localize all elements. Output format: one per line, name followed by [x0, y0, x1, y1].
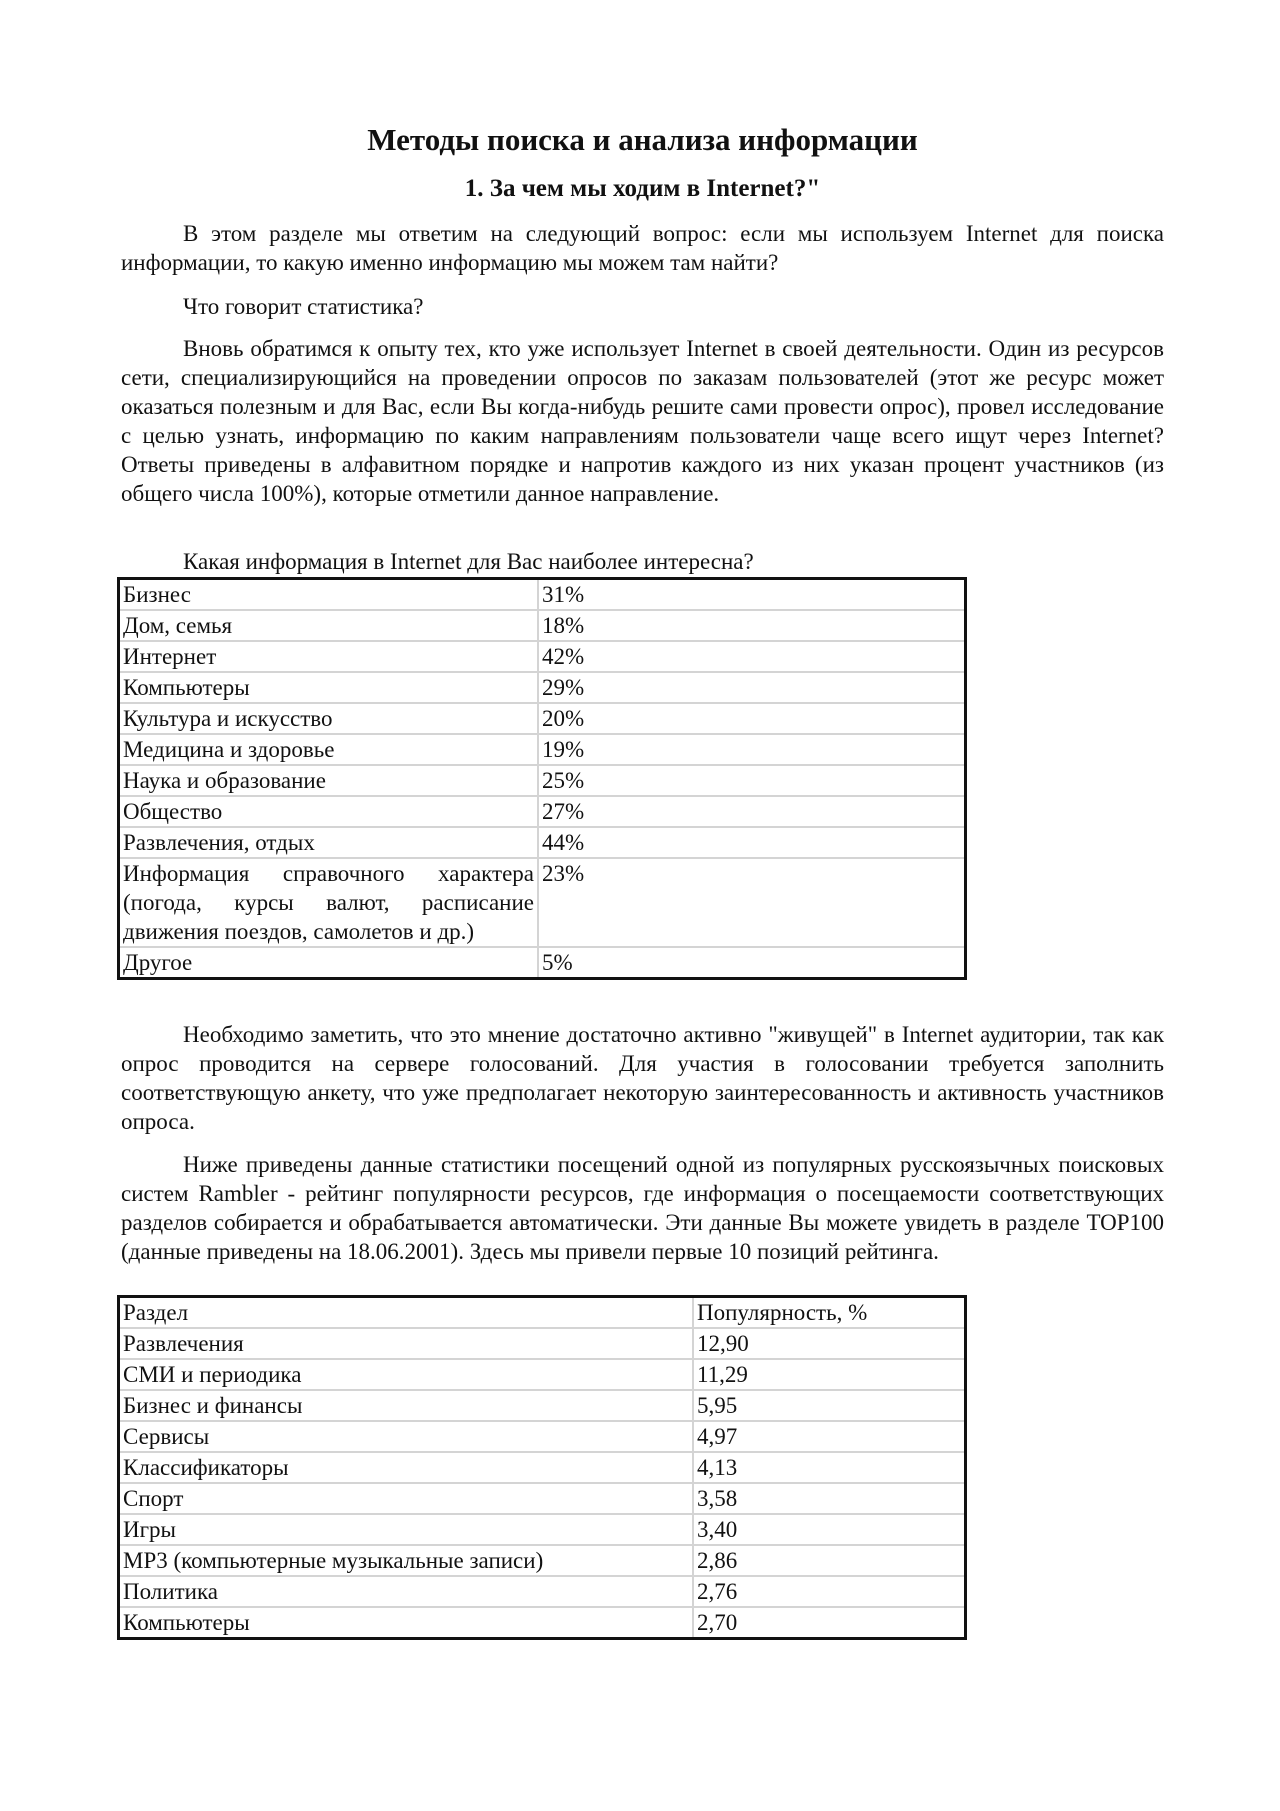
table-cell-value: 2,86 — [693, 1545, 966, 1576]
table-cell-value: 5,95 — [693, 1390, 966, 1421]
interest-table — [117, 577, 967, 980]
table-row — [119, 641, 966, 672]
table-cell-label: Бизнес — [119, 579, 539, 611]
table-cell-value: 2,70 — [693, 1607, 966, 1639]
table-cell-label: Развлечения, отдых — [119, 827, 539, 858]
table-cell-label: Развлечения — [119, 1328, 694, 1359]
table-row — [119, 1390, 966, 1421]
table-row — [119, 1514, 966, 1545]
table-row — [119, 672, 966, 703]
intro-paragraph: В этом разделе мы ответим на следующий вопрос: если мы используем Internet для поиска информации, то какую именно информацию мы можем там найти? — [121, 221, 1164, 275]
table-cell-label: Компьютеры — [119, 672, 539, 703]
table-header-section: Раздел — [119, 1297, 694, 1329]
table-row — [119, 1359, 966, 1390]
rambler-paragraph: Ниже приведены данные статистики посещений одной из популярных русскоязычных поисковых систем Rambler - рейтинг популярности ресурсов, где информация о посещаемости соответствующих разделов собирается и обрабатывается автоматически. Эти данные Вы можете увидеть в разделе TOP100 (данные приведены на 18.06.2001). Здесь мы привели первые 10 позиций рейтинга. — [121, 1152, 1164, 1264]
table-cell-value: 12,90 — [693, 1328, 966, 1359]
table-cell-value: 18% — [538, 610, 966, 641]
table-cell-value: 27% — [538, 796, 966, 827]
table-row — [119, 858, 966, 947]
table-cell-value: 31% — [538, 579, 966, 611]
table-cell-label: Политика — [119, 1576, 694, 1607]
table-cell-label: Спорт — [119, 1483, 694, 1514]
table-cell-value: 4,13 — [693, 1452, 966, 1483]
table-row — [119, 703, 966, 734]
table-cell-label: MP3 (компьютерные музыкальные записи) — [119, 1545, 694, 1576]
table-row — [119, 1545, 966, 1576]
table-row — [119, 1576, 966, 1607]
table-cell-value: 19% — [538, 734, 966, 765]
table-cell-label: Другое — [119, 947, 539, 979]
table-cell-value: 29% — [538, 672, 966, 703]
table-header-row — [119, 1297, 966, 1329]
table-cell-label: Сервисы — [119, 1421, 694, 1452]
statistics-question: Что говорит статистика? — [183, 294, 424, 319]
table-row — [119, 1452, 966, 1483]
audience-note-paragraph: Необходимо заметить, что это мнение достаточно активно "живущей" в Internet аудитории, так как опрос проводится на сервере голосований. Для участия в голосовании требуется заполнить соответствующую анкету, что уже предполагает некоторую заинтересованность и активность участников опроса. — [121, 1022, 1164, 1134]
table1-caption: Какая информация в Internet для Вас наиболее интересна? — [183, 549, 754, 574]
table-cell-label: Общество — [119, 796, 539, 827]
table-row — [119, 827, 966, 858]
table-row — [119, 947, 966, 979]
table-cell-label: Интернет — [119, 641, 539, 672]
table-cell-value: 5% — [538, 947, 966, 979]
table-cell-value: 25% — [538, 765, 966, 796]
table-cell-value: 44% — [538, 827, 966, 858]
table-cell-label: Наука и образование — [119, 765, 539, 796]
table-cell-value: 3,58 — [693, 1483, 966, 1514]
table-cell-label: Дом, семья — [119, 610, 539, 641]
page-title: Методы поиска и анализа информации — [367, 122, 918, 157]
table-row — [119, 734, 966, 765]
survey-paragraph: Вновь обратимся к опыту тех, кто уже использует Internet в своей деятельности. Один из ресурсов сети, специализирующийся на проведении опросов по заказам пользователей (этот же ресурс может оказаться полезным и для Вас, если Вы когда-нибудь решите сами провести опрос), провел исследование с целью узнать, информацию по каким направлениям пользователи чаще всего ищут через Internet? Ответы приведены в алфавитном порядке и напротив каждого из них указан процент участников (из общего числа 100%), которые отметили данное направление. — [121, 336, 1164, 506]
table-row — [119, 796, 966, 827]
table-cell-value: 42% — [538, 641, 966, 672]
table-cell-value: 11,29 — [693, 1359, 966, 1390]
table-row — [119, 1328, 966, 1359]
table-header-popularity: Популярность, % — [693, 1297, 966, 1329]
table-cell-value: 20% — [538, 703, 966, 734]
popularity-table — [117, 1295, 967, 1640]
table-cell-label: Игры — [119, 1514, 694, 1545]
table-row — [119, 579, 966, 611]
table-cell-label: Медицина и здоровье — [119, 734, 539, 765]
table-cell-value: 23% — [538, 858, 966, 947]
table-row — [119, 1483, 966, 1514]
table-cell-value: 2,76 — [693, 1576, 966, 1607]
table-cell-label: СМИ и периодика — [119, 1359, 694, 1390]
table-row — [119, 610, 966, 641]
table-cell-label: Классификаторы — [119, 1452, 694, 1483]
table-cell-label: Культура и искусство — [119, 703, 539, 734]
table-cell-label: Информация справочного характера (погода, курсы валют, расписание движения поездов, самолетов и др.) — [119, 858, 539, 947]
table-cell-value: 3,40 — [693, 1514, 966, 1545]
section-heading: 1. За чем мы ходим в Internet?" — [464, 175, 821, 202]
table-row — [119, 765, 966, 796]
table-row — [119, 1421, 966, 1452]
table-cell-label: Бизнес и финансы — [119, 1390, 694, 1421]
table-cell-label: Компьютеры — [119, 1607, 694, 1639]
table-cell-value: 4,97 — [693, 1421, 966, 1452]
table-row — [119, 1607, 966, 1639]
